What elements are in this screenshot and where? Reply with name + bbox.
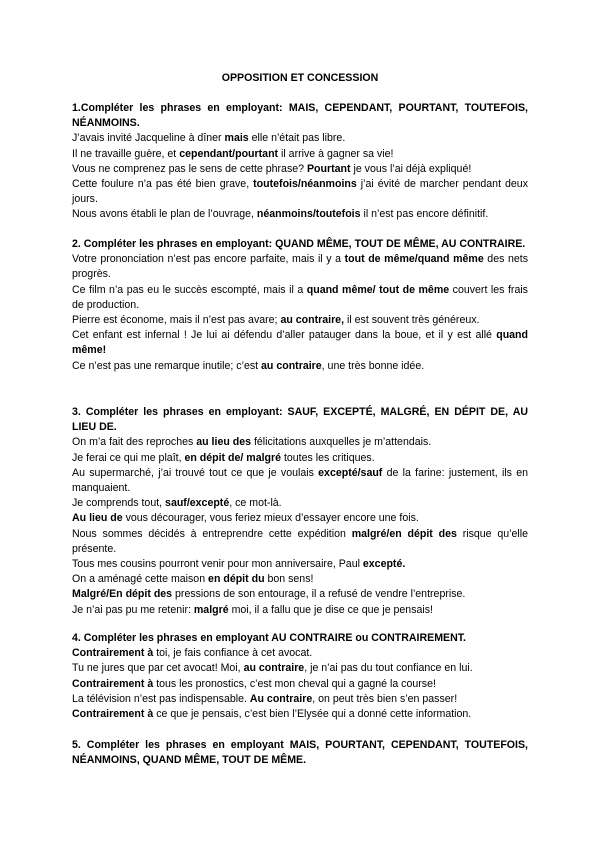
sentence: Contrairement à ce que je pensais, c’est bien l’Elysée qui a donné cette information.: [72, 708, 472, 721]
sentence: Pierre est économe, mais il n’est pas avare; au contraire, il est souvent très généreux.: [72, 314, 480, 327]
sentence: Je n’ai pas pu me retenir: malgré moi, il a fallu que je dise ce que je pensais!: [72, 603, 433, 616]
section-heading: 3. Compléter les phrases en employant: SAUF, EXCEPTÉ, MALGRÉ, EN DÉPIT DE, AU LIEU DE.: [72, 406, 528, 434]
section-4: [72, 631, 528, 722]
sentence: Cet enfant est infernal ! Je lui ai défendu d’aller patauger dans la boue, et il y est allé quand même!: [72, 329, 528, 357]
sentence: La télévision n’est pas indispensable. Au contraire, on peut très bien s’en passer!: [72, 692, 458, 705]
sentence: Je comprends tout, sauf/excepté, ce mot-là.: [72, 497, 282, 510]
sentence: Cette foulure n’a pas été bien grave, toutefois/néanmoins j’ai évité de marcher pendant deux jours.: [72, 178, 528, 206]
section-heading: 1.Compléter les phrases en employant: MAIS, CEPENDANT, POURTANT, TOUTEFOIS, NÉANMOINS.: [72, 102, 528, 130]
section-5: [72, 738, 528, 768]
sentence: Ce film n’a pas eu le succès escompté, mais il a quand même/ tout de même couvert les frais de production.: [72, 283, 528, 311]
section-heading: 2. Compléter les phrases en employant: QUAND MÊME, TOUT DE MÊME, AU CONTRAIRE.: [72, 238, 526, 250]
sentence: Tu ne jures que par cet avocat! Moi, au contraire, je n’ai pas du tout confiance en lui.: [72, 662, 473, 675]
sentence: Vous ne comprenez pas le sens de cette phrase? Pourtant je vous l’ai déjà expliqué!: [72, 162, 472, 175]
sentence: Contrairement à toi, je fais confiance à cet avocat.: [72, 647, 313, 660]
section-3: [72, 405, 528, 618]
sentence: Au lieu de vous décourager, vous feriez mieux d’essayer encore une fois.: [72, 512, 419, 525]
sentence: Nous avons établi le plan de l’ouvrage, néanmoins/toutefois il n’est pas encore définitif.: [72, 208, 489, 221]
sentence: On m’a fait des reproches au lieu des félicitations auxquelles je m’attendais.: [72, 436, 432, 449]
section-heading: 4. Compléter les phrases en employant AU CONTRAIRE ou CONTRAIREMENT.: [72, 632, 466, 644]
section-2: [72, 237, 528, 374]
page-title: OPPOSITION ET CONCESSION: [221, 72, 379, 84]
sentence: Il ne travaille guère, et cependant/pourtant il arrive à gagner sa vie!: [72, 147, 394, 160]
sentence: Malgré/En dépit des pressions de son entourage, il a refusé de vendre l’entreprise.: [72, 588, 466, 601]
section-1: [72, 101, 528, 223]
sentence: Au supermarché, j’ai trouvé tout ce que je voulais excepté/sauf de la farine: justement, ils en manquaient.: [72, 466, 528, 495]
sentence: On a aménagé cette maison en dépit du bon sens!: [72, 573, 314, 586]
sentence: Contrairement à tous les pronostics, c’est mon cheval qui a gagné la course!: [72, 677, 436, 690]
sentence: Tous mes cousins pourront venir pour mon anniversaire, Paul excepté.: [72, 558, 406, 571]
sentence: Votre prononciation n’est pas encore parfaite, mais il y a tout de même/quand même des nets progrès.: [72, 253, 528, 281]
sentence: Nous sommes décidés à entreprendre cette expédition malgré/en dépit des risque qu’elle présente.: [72, 527, 528, 555]
sentence: Ce n’est pas une remarque inutile; c’est au contraire, une très bonne idée.: [72, 359, 425, 372]
sentence: Je ferai ce qui me plaît, en dépit de/ malgré toutes les critiques.: [72, 451, 375, 464]
sentence: J’avais invité Jacqueline à dîner mais elle n’était pas libre.: [72, 132, 346, 145]
section-heading: 5. Compléter les phrases en employant MAIS, POURTANT, CEPENDANT, TOUTEFOIS, NÉANMOINS, QUAND MÊME, TOUT DE MÊME.: [72, 739, 528, 767]
